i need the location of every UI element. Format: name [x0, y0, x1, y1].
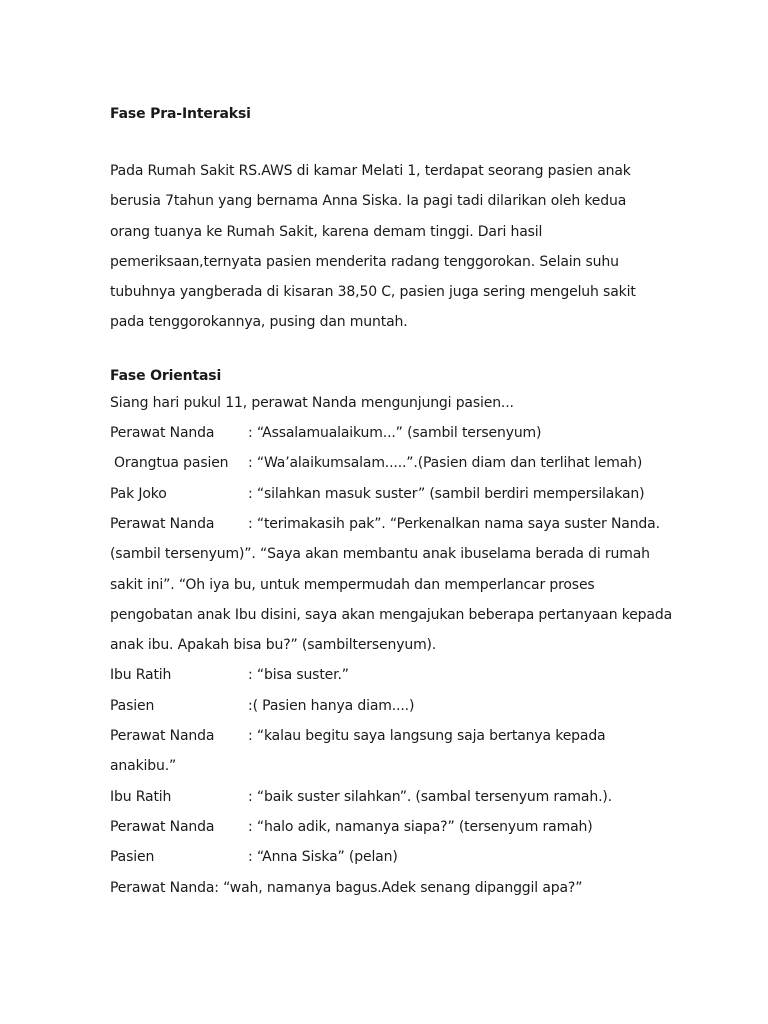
speaker-name: Pasien: [110, 697, 155, 714]
dialogue-line: [110, 782, 710, 812]
dialogue-text: : “baik suster silahkan”. (sambal tersenyum ramah.).: [248, 788, 612, 805]
paragraph-line: berusia 7tahun yang bernama Anna Siska. Ia pagi tadi dilarikan oleh kedua: [110, 193, 627, 210]
continuation-line: (sambil tersenyum)”. “Saya akan membantu anak ibuselama berada di rumah: [110, 546, 650, 563]
continuation-line: sakit ini”. “Oh iya bu, untuk mempermudah dan memperlancar proses: [110, 576, 595, 593]
paragraph-line: orang tuanya ke Rumah Sakit, karena demam tinggi. Dari hasil: [110, 223, 543, 240]
last-dialogue-line: Perawat Nanda: “wah, namanya bagus.Adek senang dipanggil apa?”: [110, 879, 583, 896]
speaker-name: Pasien: [110, 849, 155, 866]
dialogue-text: : “kalau begitu saya langsung saja bertanya kepada: [248, 728, 606, 745]
speaker-name: Ibu Ratih: [110, 788, 172, 805]
paragraph-line: tubuhnya yangberada di kisaran 38,50 C, pasien juga sering mengeluh sakit: [110, 284, 636, 301]
speaker-name: Perawat Nanda: [110, 425, 215, 442]
dialogue-line: [110, 691, 710, 721]
continuation-line: anak ibu. Apakah bisa bu?” (sambiltersenyum).: [110, 637, 437, 654]
speaker-name: Perawat Nanda: [110, 728, 215, 745]
dialogue-text: : “bisa suster.”: [248, 667, 349, 684]
dialogue-text: : “Wa’alaikumsalam.....”.(Pasien diam dan terlihat lemah): [248, 455, 643, 472]
speaker-name: Perawat Nanda: [110, 515, 215, 532]
continuation-line: pengobatan anak Ibu disini, saya akan mengajukan beberapa pertanyaan kepada: [110, 606, 672, 623]
dialogue-line: [110, 509, 710, 539]
paragraph-pra-interaksi: [110, 156, 710, 338]
dialogue-text: :( Pasien hanya diam....): [248, 697, 415, 714]
dialogue-line: [110, 479, 710, 509]
dialogue-text: : “halo adik, namanya siapa?” (tersenyum ramah): [248, 818, 593, 835]
speaker-name: Perawat Nanda: [110, 818, 215, 835]
continuation-line: anakibu.”: [110, 758, 177, 775]
dialogue-line: [110, 721, 710, 751]
document-content: [110, 102, 710, 903]
dialogue-line: [110, 418, 710, 448]
dialogue-text: : “silahkan masuk suster” (sambil berdiri mempersilakan): [248, 485, 645, 502]
speaker-name: Pak Joko: [110, 485, 167, 502]
speaker-name: Orangtua pasien: [114, 455, 229, 472]
intro-line: Siang hari pukul 11, perawat Nanda mengunjungi pasien...: [110, 394, 514, 411]
section-heading-pra-interaksi: Fase Pra-Interaksi: [110, 106, 251, 122]
paragraph-line: pemeriksaan,ternyata pasien menderita radang tenggorokan. Selain suhu: [110, 253, 619, 270]
dialogue-line: [110, 660, 710, 690]
dialogue-text: : “Anna Siska” (pelan): [248, 849, 398, 866]
paragraph-line: Pada Rumah Sakit RS.AWS di kamar Melati 1, terdapat seorang pasien anak: [110, 163, 631, 179]
dialogue-text: : “terimakasih pak”. “Perkenalkan nama saya suster Nanda.: [248, 515, 660, 532]
paragraph-line: pada tenggorokannya, pusing dan muntah.: [110, 314, 408, 331]
dialogue-line: [110, 812, 710, 842]
dialogue-text: : “Assalamualaikum...” (sambil tersenyum): [248, 425, 542, 442]
dialogue-line: [110, 448, 710, 478]
dialogue-line: [110, 842, 710, 872]
section-heading-orientasi: Fase Orientasi: [110, 367, 222, 384]
speaker-name: Ibu Ratih: [110, 667, 172, 684]
